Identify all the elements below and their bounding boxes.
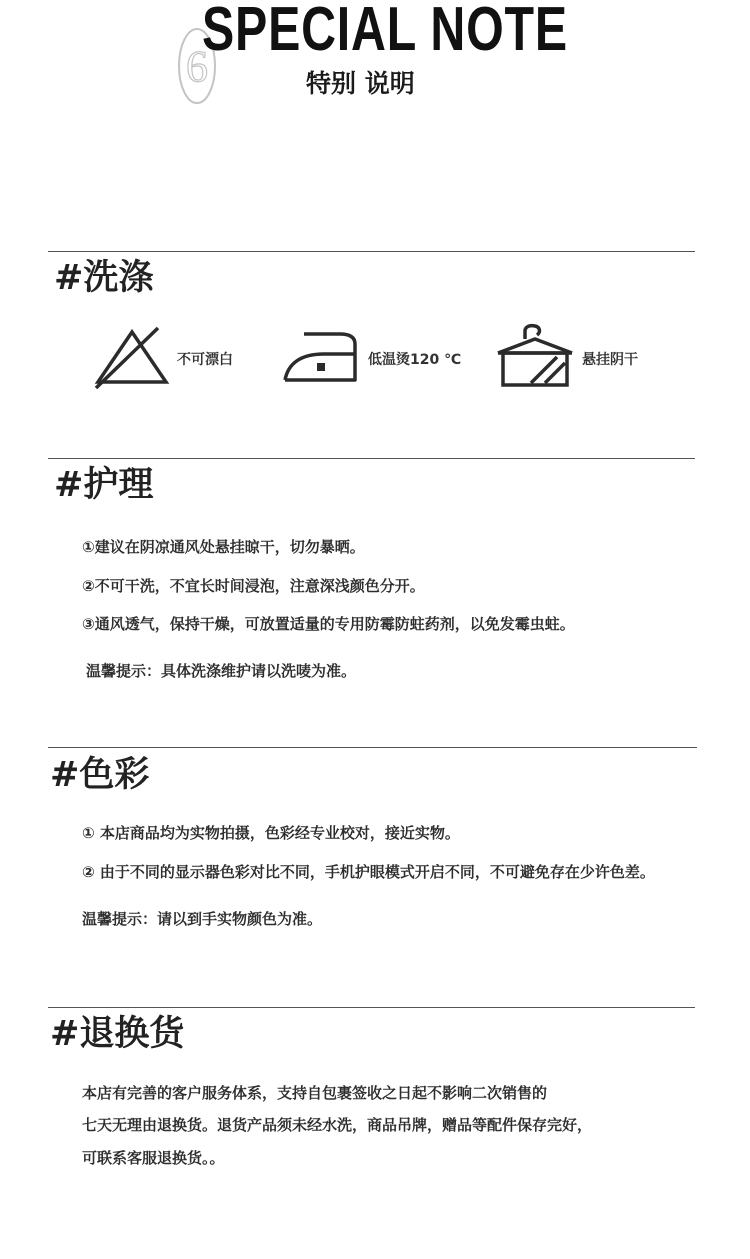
- color-item-2: ② 由于不同的显示器色彩对比不同，手机护眼模式开启不同，不可避免存在少许色差。: [82, 863, 655, 881]
- page-title: SPECIAL NOTE: [202, 0, 568, 64]
- returns-title: #退换货: [50, 1014, 185, 1054]
- care-item-2: ②不可干洗，不宜长时间浸泡，注意深浅颜色分开。: [82, 577, 425, 595]
- returns-line-3: 可联系客服退换货。。: [82, 1149, 225, 1167]
- care-item-1: ①建议在阴凉通风处悬挂晾干，切勿暴晒。: [82, 538, 365, 556]
- page-subtitle: 特别 说明: [306, 69, 415, 98]
- no-bleach-label: 不可漂白: [177, 352, 233, 368]
- hang-dry-shade-label: 悬挂阴干: [582, 352, 638, 368]
- color-tip: 温馨提示：请以到手实物颜色为准。: [82, 910, 323, 928]
- no-bleach-icon: [92, 326, 170, 390]
- care-tip: 温馨提示：具体洗涤维护请以洗唛为准。: [86, 662, 357, 680]
- returns-line-1: 本店有完善的客户服务体系，支持自包裹签收之日起不影响二次销售的: [82, 1084, 548, 1102]
- care-item-3: ③通风透气，保持干燥，可放置适量的专用防霉防蛀药剂，以免发霉虫蛀。: [82, 615, 575, 633]
- low-iron-icon: [280, 330, 360, 384]
- low-iron-label: 低温烫120 ℃: [368, 352, 462, 368]
- hang-dry-shade-icon: [495, 323, 575, 389]
- color-title: #色彩: [50, 755, 150, 795]
- returns-line-2: 七天无理由退换货。退货产品须未经水洗，商品吊牌，赠品等配件保存完好，: [82, 1116, 593, 1134]
- care-title: #护理: [54, 465, 154, 505]
- page-header: [0, 0, 750, 120]
- header-number: 6: [186, 42, 208, 91]
- color-item-1: ① 本店商品均为实物拍摄，色彩经专业校对，接近实物。: [82, 824, 460, 842]
- wash-title: #洗涤: [54, 258, 154, 298]
